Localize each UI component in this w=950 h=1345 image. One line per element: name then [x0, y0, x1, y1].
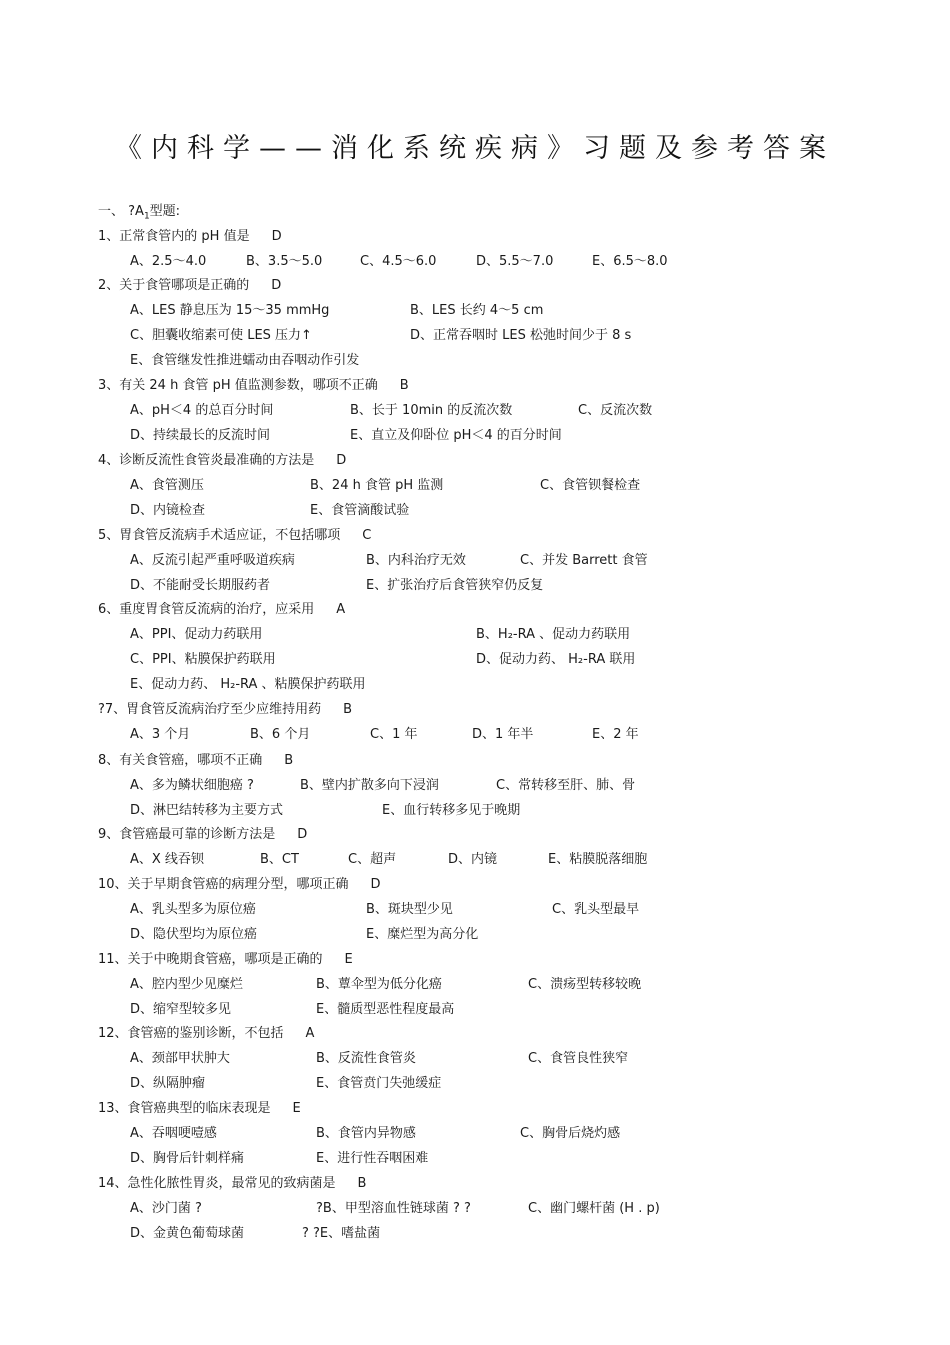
answer-option: D、正常吞咽时 LES 松弛时间少于 8 s: [410, 328, 632, 343]
question-text: 6、重度胃食管反流病的治疗，应采用: [98, 602, 315, 617]
answer-option: C、乳头型最早: [552, 902, 640, 917]
answer-option: D、内镜: [448, 852, 498, 867]
answer-option: E、扩张治疗后食管狭窄仍反复: [366, 578, 544, 593]
question-text: ?7、胃食管反流病治疗至少应维持用药: [98, 702, 322, 717]
answer-option: D、1 年半: [472, 727, 534, 742]
answer-key: D: [370, 877, 381, 892]
answer-option: E、直立及仰卧位 pH＜4 的百分时间: [350, 428, 562, 443]
answer-option: B、斑块型少见: [366, 902, 453, 917]
answer-option: C、超声: [348, 852, 397, 867]
section-label-sub: 1: [143, 211, 150, 222]
answer-option: E、糜烂型为高分化: [366, 927, 479, 942]
question-stem: [98, 527, 371, 545]
answer-option: D、5.5～7.0: [476, 254, 554, 269]
answer-option: E、食管继发性推进蠕动由吞咽动作引发: [130, 353, 360, 368]
answer-option: B、内科治疗无效: [366, 553, 466, 568]
answer-option: C、胸骨后烧灼感: [520, 1126, 621, 1141]
question-text: 9、食管癌最可靠的诊断方法是: [98, 827, 276, 842]
answer-option: A、沙门菌 ?: [130, 1201, 202, 1216]
question-text: 4、诊断反流性食管炎最准确的方法是: [98, 453, 315, 468]
answer-key: D: [297, 827, 308, 842]
answer-option: C、反流次数: [578, 403, 653, 418]
question-stem: [98, 228, 282, 246]
answer-option: C、并发 Barrett 食管: [520, 553, 648, 568]
question-stem: [98, 826, 307, 844]
answer-option: C、食管钡餐检查: [540, 478, 641, 493]
question-stem: [98, 701, 352, 719]
answer-option: D、缩窄型较多见: [130, 1002, 232, 1017]
section-label-pre: 一、 ?A: [98, 204, 144, 219]
answer-key: B: [343, 702, 353, 717]
answer-option: E、血行转移多见于晚期: [382, 803, 521, 818]
question-text: 8、有关食管癌，哪项不正确: [98, 753, 263, 768]
answer-option: B、LES 长约 4～5 cm: [410, 303, 544, 318]
page-title: 《内科学——消化系统疾病》习题及参考答案: [115, 133, 835, 164]
answer-option: B、壁内扩散多向下浸润: [300, 778, 439, 793]
question-text: 11、关于中晚期食管癌，哪项是正确的: [98, 952, 323, 967]
question-stem: [98, 1175, 366, 1193]
answer-option: D、胸骨后针刺样痛: [130, 1151, 245, 1166]
answer-option: E、食管贲门失弛缓症: [316, 1076, 442, 1091]
answer-key: E: [292, 1101, 301, 1116]
question-stem: [98, 452, 346, 470]
answer-option: A、PPI、促动力药联用: [130, 627, 263, 642]
answer-option: B、6 个月: [250, 727, 311, 742]
answer-key: B: [284, 753, 294, 768]
answer-key: E: [344, 952, 353, 967]
section-heading: [98, 200, 180, 222]
question-stem: [98, 1025, 314, 1043]
answer-option: A、3 个月: [130, 727, 191, 742]
answer-key: C: [362, 528, 372, 543]
answer-option: D、不能耐受长期服药者: [130, 578, 271, 593]
answer-option: E、促动力药、 H₂-RA 、粘膜保护药联用: [130, 677, 366, 692]
question-text: 1、正常食管内的 pH 值是: [98, 229, 250, 244]
answer-option: E、6.5～8.0: [592, 254, 668, 269]
question-stem: [98, 752, 293, 770]
answer-option: A、吞咽哽噎感: [130, 1126, 217, 1141]
answer-option: E、进行性吞咽困难: [316, 1151, 429, 1166]
question-stem: [98, 601, 345, 619]
answer-option: B、蕈伞型为低分化癌: [316, 977, 442, 992]
question-text: 3、有关 24 h 食管 pH 值监测参数，哪项不正确: [98, 378, 378, 393]
answer-option: B、反流性食管炎: [316, 1051, 416, 1066]
answer-option: ? ?E、嗜盐菌: [302, 1226, 381, 1241]
answer-key: B: [399, 378, 409, 393]
answer-key: A: [305, 1026, 315, 1041]
answer-option: A、反流引起严重呼吸道疾病: [130, 553, 295, 568]
question-text: 10、关于早期食管癌的病理分型，哪项正确: [98, 877, 349, 892]
question-text: 2、关于食管哪项是正确的: [98, 278, 250, 293]
answer-option: D、持续最长的反流时间: [130, 428, 271, 443]
question-stem: [98, 876, 381, 894]
answer-option: B、CT: [260, 852, 299, 867]
answer-key: D: [271, 229, 282, 244]
answer-option: C、食管良性狭窄: [528, 1051, 629, 1066]
section-label-post: 型题:: [149, 204, 181, 219]
question-text: 12、食管癌的鉴别诊断，不包括: [98, 1026, 284, 1041]
answer-option: A、食管测压: [130, 478, 204, 493]
answer-option: ?B、甲型溶血性链球菌 ? ?: [316, 1201, 471, 1216]
answer-option: A、2.5～4.0: [130, 254, 207, 269]
question-stem: [98, 951, 353, 969]
answer-option: A、多为鳞状细胞癌 ?: [130, 778, 254, 793]
answer-option: D、金黄色葡萄球菌: [130, 1226, 245, 1241]
question-stem: [98, 1100, 301, 1118]
answer-option: B、3.5～5.0: [246, 254, 323, 269]
answer-option: C、胆囊收缩素可使 LES 压力↑: [130, 328, 312, 343]
question-text: 5、胃食管反流病手术适应证，不包括哪项: [98, 528, 341, 543]
answer-option: A、腔内型少见糜烂: [130, 977, 243, 992]
question-stem: [98, 277, 281, 295]
question-stem: [98, 377, 409, 395]
answer-key: B: [357, 1176, 367, 1191]
answer-option: D、淋巴结转移为主要方式: [130, 803, 284, 818]
answer-option: D、纵隔肿瘤: [130, 1076, 206, 1091]
answer-key: D: [336, 453, 347, 468]
answer-key: A: [336, 602, 346, 617]
answer-option: E、髓质型恶性程度最高: [316, 1002, 455, 1017]
answer-option: E、食管滴酸试验: [310, 503, 410, 518]
answer-option: C、常转移至肝、肺、骨: [496, 778, 636, 793]
answer-option: C、溃疡型转移较晚: [528, 977, 642, 992]
answer-option: A、X 线吞钡: [130, 852, 204, 867]
answer-option: D、隐伏型均为原位癌: [130, 927, 258, 942]
answer-option: C、PPI、粘膜保护药联用: [130, 652, 276, 667]
answer-option: C、幽门螺杆菌 (H . p): [528, 1201, 660, 1216]
answer-option: B、长于 10min 的反流次数: [350, 403, 513, 418]
question-text: 13、食管癌典型的临床表现是: [98, 1101, 271, 1116]
answer-option: C、1 年: [370, 727, 418, 742]
answer-option: E、2 年: [592, 727, 639, 742]
answer-option: D、促动力药、 H₂-RA 联用: [476, 652, 636, 667]
answer-option: B、24 h 食管 pH 监测: [310, 478, 444, 493]
answer-option: B、食管内异物感: [316, 1126, 416, 1141]
answer-key: D: [271, 278, 282, 293]
answer-option: E、粘膜脱落细胞: [548, 852, 648, 867]
answer-option: C、4.5～6.0: [360, 254, 437, 269]
answer-option: A、乳头型多为原位癌: [130, 902, 256, 917]
answer-option: D、内镜检查: [130, 503, 206, 518]
answer-option: B、H₂-RA 、促动力药联用: [476, 627, 631, 642]
answer-option: A、pH＜4 的总百分时间: [130, 403, 274, 418]
answer-option: A、LES 静息压为 15～35 mmHg: [130, 303, 330, 318]
answer-option: A、颈部甲状肿大: [130, 1051, 230, 1066]
question-text: 14、急性化脓性胃炎，最常见的致病菌是: [98, 1176, 336, 1191]
